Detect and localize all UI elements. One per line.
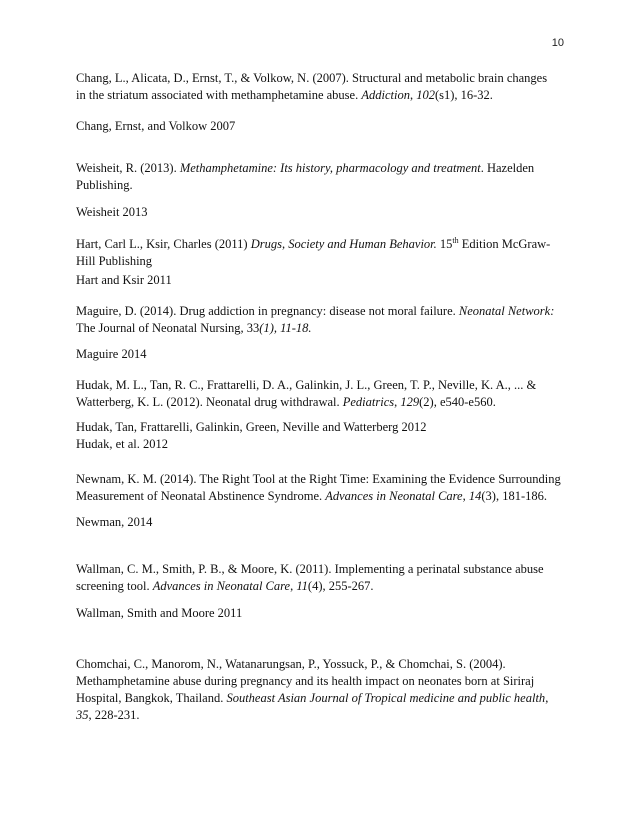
text-line: Wallman, C. M., Smith, P. B., & Moore, K. (2011). Implementing a perinatal substance abuse	[76, 562, 544, 576]
text-line: Hill Publishing	[76, 254, 153, 268]
reference-chang	[76, 70, 566, 104]
text-line: Hudak, et al. 2012	[76, 437, 168, 451]
text-line: Maguire 2014	[76, 347, 147, 361]
text-line: Maguire, D. (2014). Drug addiction in pregnancy: disease not moral failure. Neonatal Network:	[76, 304, 555, 318]
text-line: Weisheit, R. (2013). Methamphetamine: Its history, pharmacology and treatment. Hazelden	[76, 161, 535, 175]
citation-hudak	[76, 419, 566, 453]
text-line: Hospital, Bangkok, Thailand. Southeast Asian Journal of Tropical medicine and public health,	[76, 691, 549, 705]
text-line: 35, 228-231.	[76, 708, 140, 722]
reference-hudak	[76, 377, 566, 411]
text-line: Newnam, K. M. (2014). The Right Tool at the Right Time: Examining the Evidence Surrounding	[76, 472, 561, 486]
text-line: Hart, Carl L., Ksir, Charles (2011) Drugs, Society and Human Behavior. 15th Edition McGraw-	[76, 235, 551, 251]
text-line: screening tool. Advances in Neonatal Care, 11(4), 255-267.	[76, 579, 374, 593]
text-line: Methamphetamine abuse during pregnancy and its health impact on neonates born at Siriraj	[76, 674, 535, 688]
text-line: Watterberg, K. L. (2012). Neonatal drug withdrawal. Pediatrics, 129(2), e540-e560.	[76, 395, 496, 409]
citation-wallman	[76, 605, 566, 622]
text-line: Wallman, Smith and Moore 2011	[76, 606, 243, 620]
reference-weisheit	[76, 160, 566, 194]
reference-hart	[76, 236, 566, 270]
text-line: Hudak, Tan, Frattarelli, Galinkin, Green, Neville and Watterberg 2012	[76, 420, 427, 434]
reference-maguire	[76, 303, 566, 337]
text-line: Chang, Ernst, and Volkow 2007	[76, 119, 236, 133]
text-line: Publishing.	[76, 178, 133, 192]
reference-newnam	[76, 471, 566, 505]
reference-wallman	[76, 561, 566, 595]
text-line: Chang, L., Alicata, D., Ernst, T., & Volkow, N. (2007). Structural and metabolic brain changes	[76, 71, 548, 85]
citation-weisheit	[76, 204, 566, 221]
text-line: in the striatum associated with methamphetamine abuse. Addiction, 102(s1), 16-32.	[76, 88, 493, 102]
text-line: Newman, 2014	[76, 515, 153, 529]
text-line: Chomchai, C., Manorom, N., Watanarungsan, P., Yossuck, P., & Chomchai, S. (2004).	[76, 657, 506, 671]
citation-hart	[76, 272, 566, 289]
text-line: The Journal of Neonatal Nursing, 33(1), 11-18.	[76, 321, 312, 335]
citation-newnam	[76, 514, 566, 531]
text-line: Hudak, M. L., Tan, R. C., Frattarelli, D. A., Galinkin, J. L., Green, T. P., Neville, K. A., ... &	[76, 378, 537, 392]
citation-maguire	[76, 346, 566, 363]
text-line: Weisheit 2013	[76, 205, 148, 219]
page-number: 10	[551, 37, 564, 49]
text-line: Hart and Ksir 2011	[76, 273, 172, 287]
reference-chomchai	[76, 656, 566, 724]
text-line: Measurement of Neonatal Abstinence Syndrome. Advances in Neonatal Care, 14(3), 181-186.	[76, 489, 547, 503]
citation-chang	[76, 118, 566, 135]
